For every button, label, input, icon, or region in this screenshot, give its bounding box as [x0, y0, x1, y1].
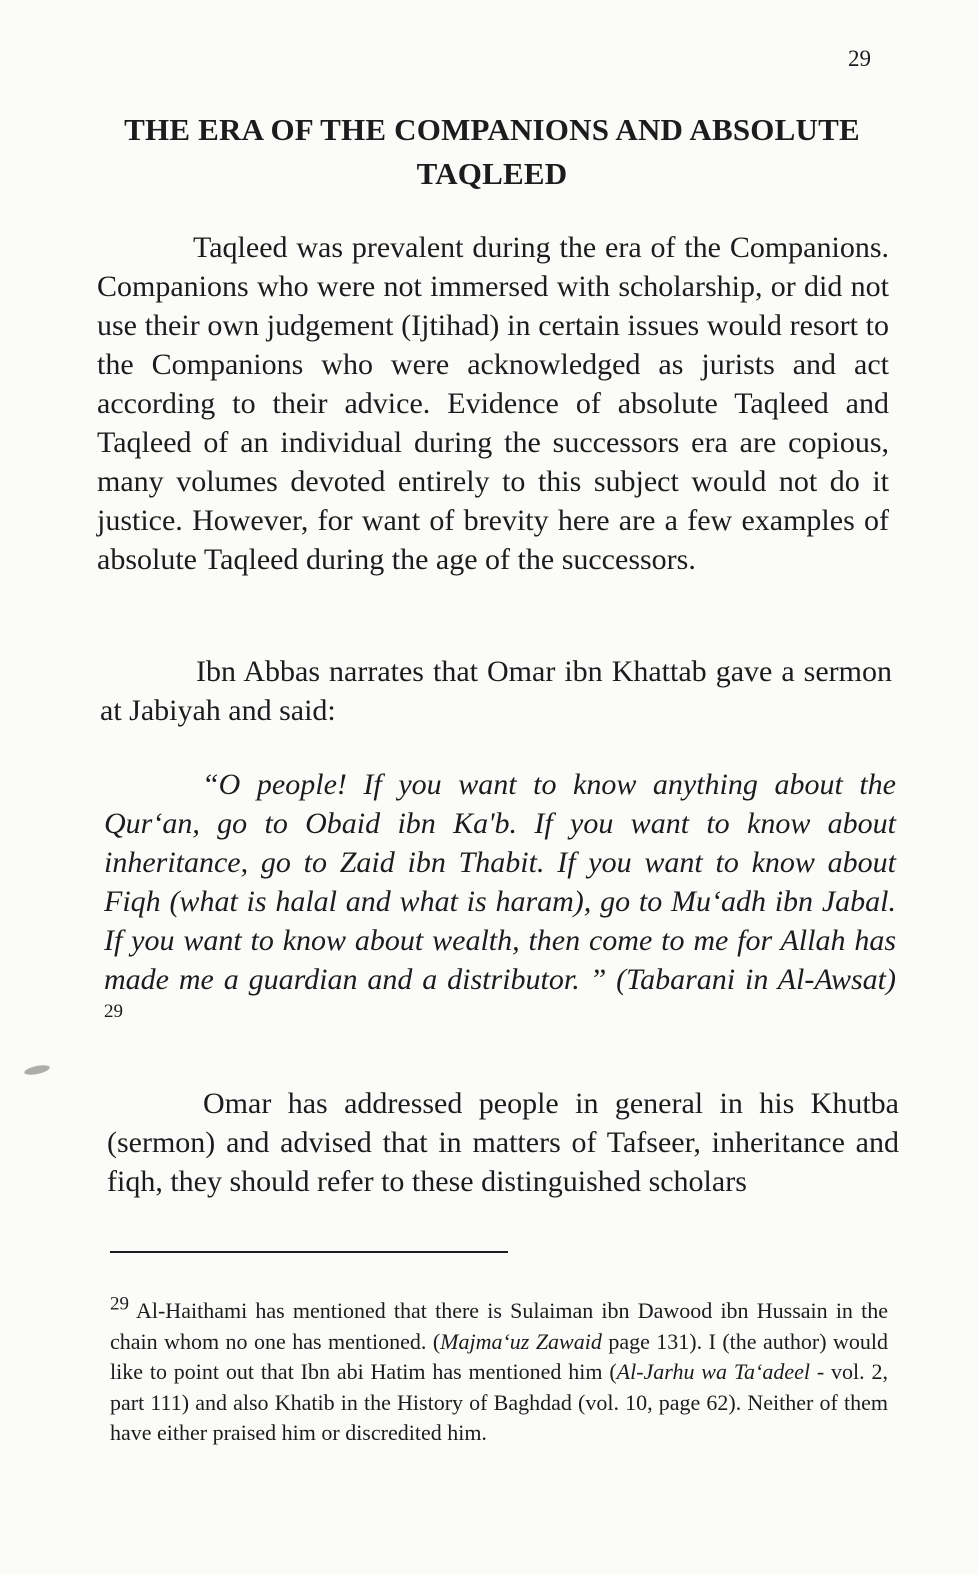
scan-smudge [23, 1063, 50, 1076]
footnote-number: 29 [110, 1293, 129, 1315]
paragraph-omar-khutba: Omar has addressed people in general in his Khutba (sermon) and advised that in matters of Tafseer, inheritance and fiqh, they should refer to these distinguished scholars [107, 1087, 899, 1198]
footnote-source-al-jarhu: Al-Jarhu wa Ta‘adeel [616, 1359, 811, 1384]
paragraph-ibn-abbas-narration: Ibn Abbas narrates that Omar ibn Khattab gave a sermon at Jabiyah and said: [100, 655, 892, 727]
omar-sermon-quote [104, 765, 896, 1038]
footnote-source-majma: Majma‘uz Zawaid [440, 1328, 602, 1354]
chapter-title-line-2: TAQLEED [416, 156, 568, 191]
footnote-text-a: Al-Haithami has mentioned that there is Sulaiman ibn Dawood ibn Hussain in the chain whom no one has mentioned. ( [110, 1298, 888, 1354]
footnote-reference: 29 [104, 1001, 123, 1022]
chapter-title [96, 108, 888, 196]
footnote-text-b: page 131). I (the author) would like to point out that Ibn abi Hatim has mentioned him ( [110, 1328, 888, 1384]
quote-text: “O people! If you want to know anything about the Qur‘an, go to Obaid ibn Ka'b. If you want to know about inheritance, go to Zaid ibn Thabit. If you want to know about Fiqh (what is halal and what is haram), go to Mu‘adh ibn Jabal. If you want to know about wealth, then come to me for Allah has made me a guardian and a distributor. ” (Tabarani in Al-Awsat) [104, 768, 896, 996]
chapter-title-line-1: THE ERA OF THE COMPANIONS AND ABSOLUTE [124, 112, 860, 147]
page-number: 29 [848, 46, 871, 71]
footnote-divider [110, 1251, 508, 1253]
footnote [110, 1293, 888, 1449]
paragraph-taqleed-intro: Taqleed was prevalent during the era of the Companions. Companions who were not immersed with scholarship, or did not use their own judgement (Ijtihad) in certain issues would resort to the Companions who were acknowledged as jurists and act according to their advice. Evidence of absolute Taqleed and Taqleed of an individual during the successors era are copious, many volumes devoted entirely to this subject would not do it justice. However, for want of brevity here are a few examples of absolute Taqleed during the age of the successors. [97, 231, 889, 576]
footnote-text-c: - vol. 2, part 111) and also Khatib in the History of Baghdad (vol. 10, page 62). Neither of them have either praised him or discredited him. [110, 1359, 888, 1445]
